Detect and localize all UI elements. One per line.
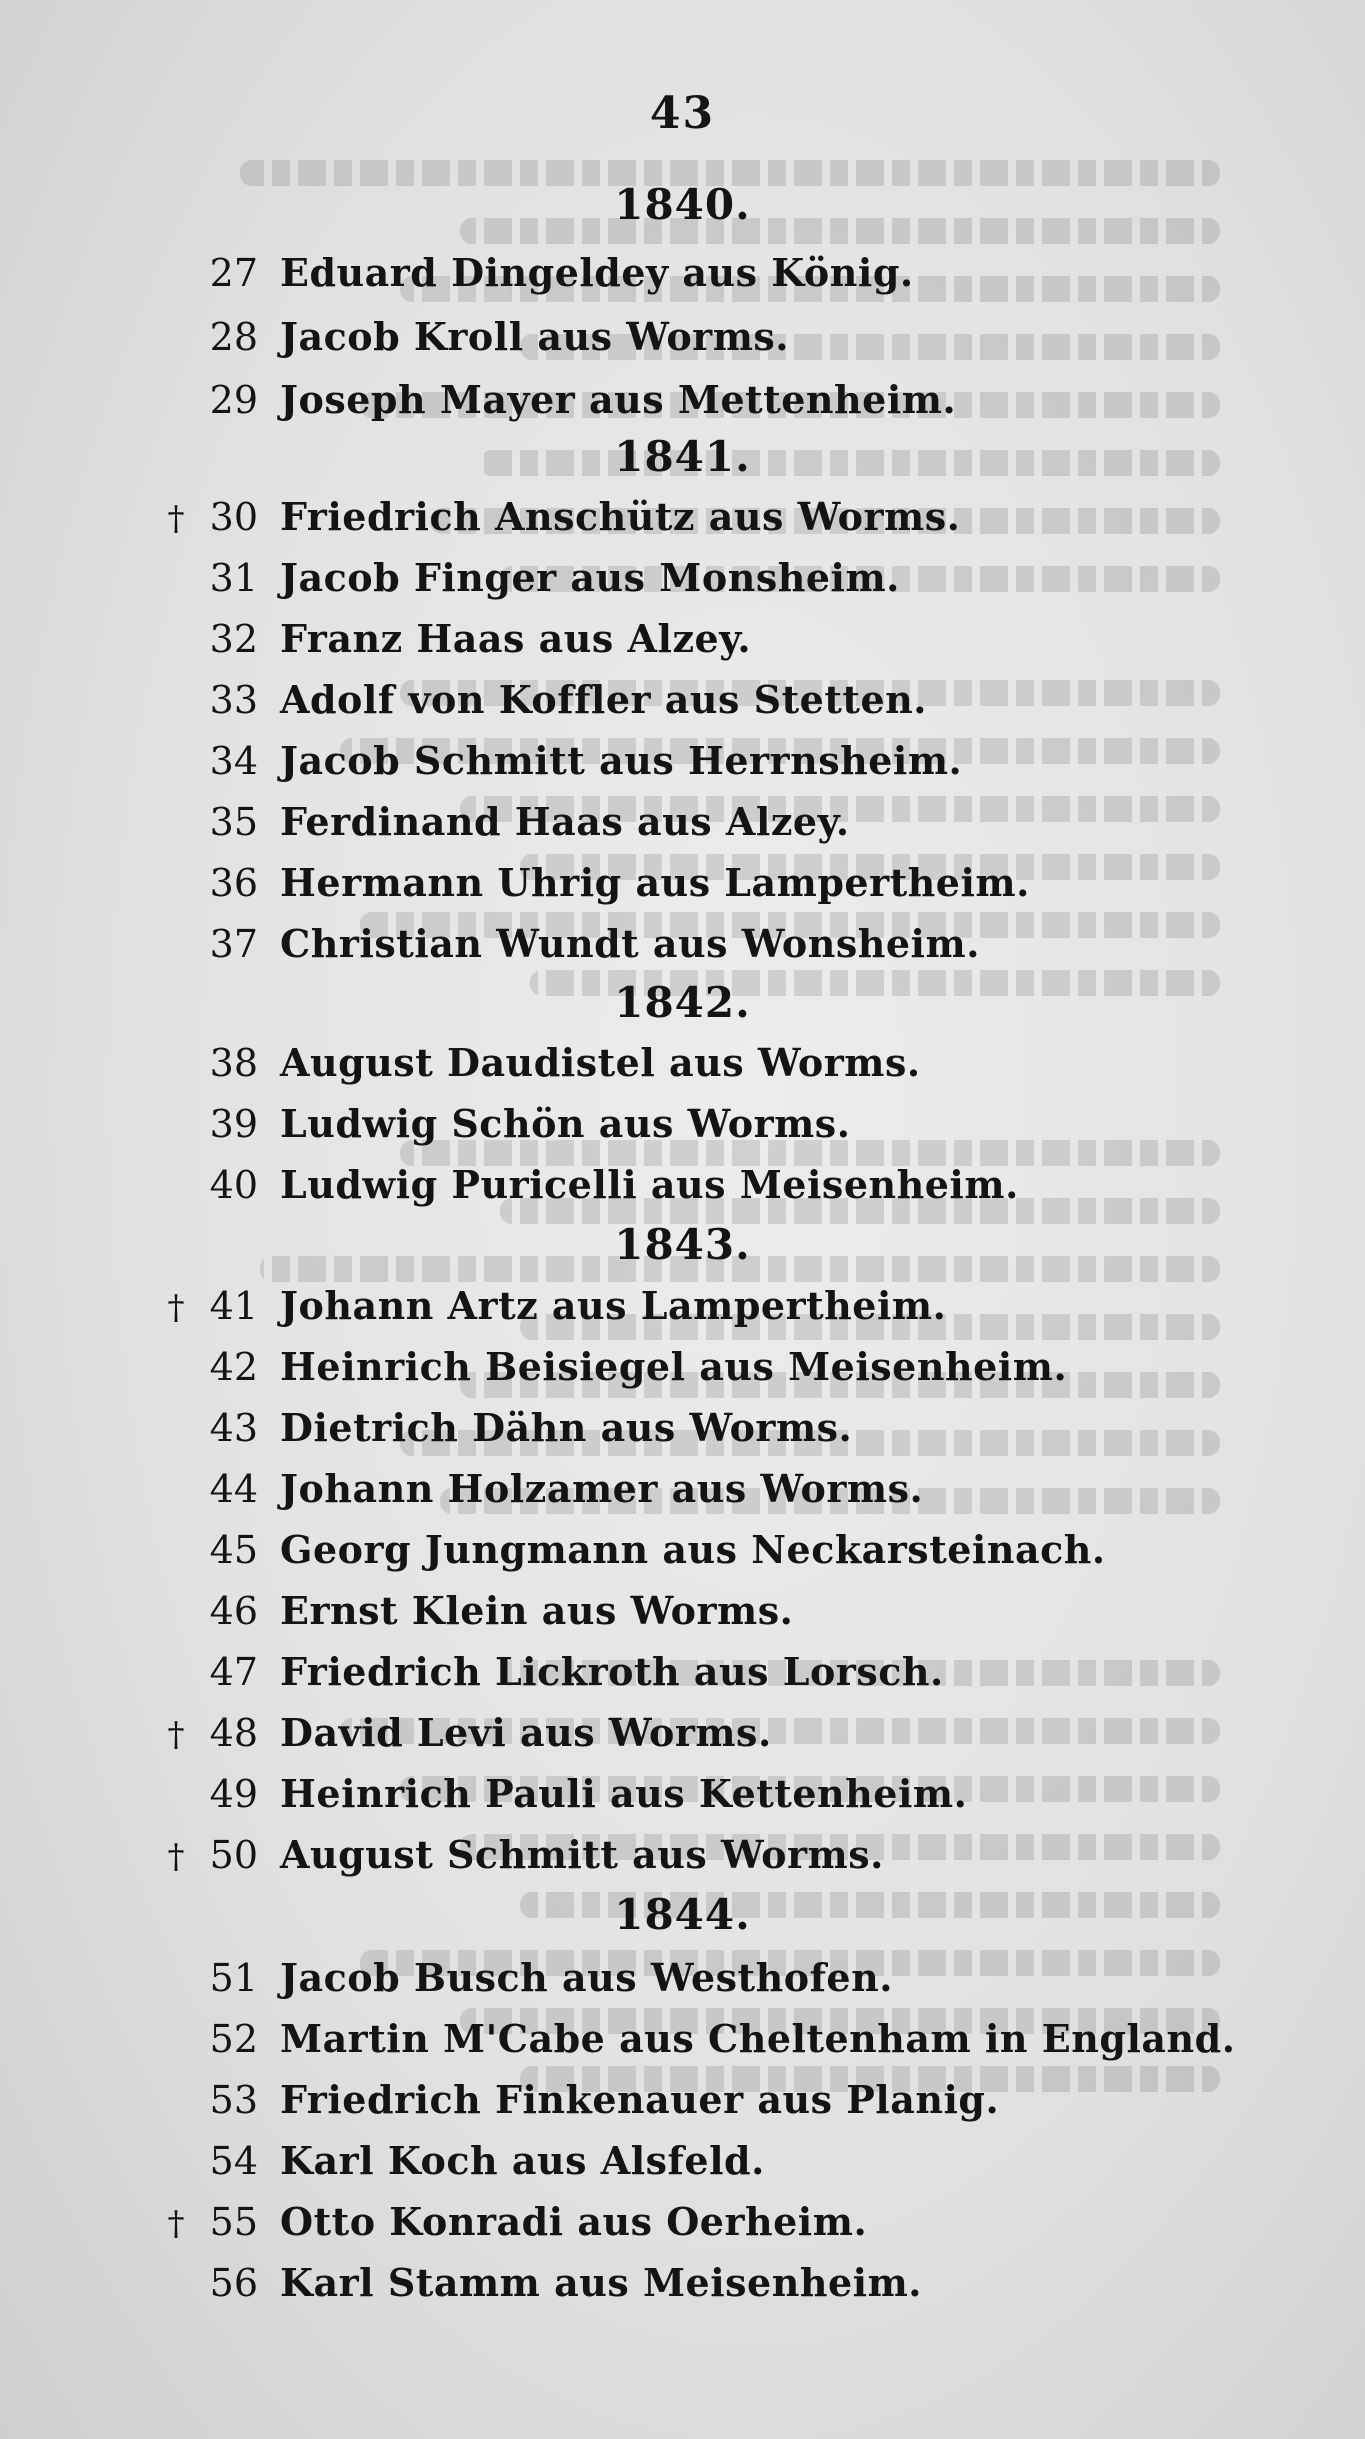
deceased-mark: † (167, 499, 185, 539)
register-entry (150, 1342, 1067, 1392)
entry-text: Hermann Uhrig aus Lampertheim. (280, 860, 1030, 905)
entry-text: Christian Wundt aus Wonsheim. (280, 921, 980, 966)
entry-number: 48 (209, 1711, 258, 1755)
entry-number: 51 (209, 1956, 258, 2000)
entry-number: 30 (209, 495, 258, 539)
entry-number: 50 (209, 1833, 258, 1877)
page-number: 43 (649, 88, 716, 139)
entry-text: Franz Haas aus Alzey. (280, 616, 752, 661)
register-entry (150, 375, 956, 425)
entry-text: Jacob Busch aus Westhofen. (280, 1955, 893, 2000)
register-entry (150, 2014, 1235, 2064)
register-entry (150, 614, 751, 664)
entry-number: 39 (209, 1102, 258, 1146)
entry-text: Georg Jungmann aus Neckarsteinach. (280, 1527, 1106, 1572)
entry-number: 34 (209, 739, 258, 783)
register-entry (150, 1464, 923, 1514)
entry-number: 55 (209, 2200, 258, 2244)
register-entry (150, 312, 789, 362)
deceased-mark: † (167, 1837, 185, 1877)
entry-text: Otto Konradi aus Oerheim. (280, 2199, 868, 2244)
entry-text: Jacob Kroll aus Worms. (280, 314, 790, 359)
entry-text: Ferdinand Haas aus Alzey. (280, 799, 850, 844)
entry-text: Joseph Mayer aus Mettenheim. (280, 377, 957, 422)
entry-text: Friedrich Finkenauer aus Planig. (280, 2077, 1000, 2122)
register-entry (150, 248, 914, 298)
entry-number: 52 (209, 2017, 258, 2061)
entry-number: 47 (209, 1650, 258, 1694)
entry-number: 53 (209, 2078, 258, 2122)
register-entry (150, 1953, 893, 2003)
entry-text: Martin M'Cabe aus Cheltenham in England. (280, 2016, 1236, 2061)
entry-text: August Daudistel aus Worms. (280, 1040, 921, 1085)
entry-number: 41 (209, 1284, 258, 1328)
entry-text: Heinrich Beisiegel aus Meisenheim. (280, 1344, 1068, 1389)
entry-text: Eduard Dingeldey aus König. (280, 250, 914, 295)
entry-number: 49 (209, 1772, 258, 1816)
register-entry (150, 1038, 921, 1088)
register-entry (150, 797, 850, 847)
register-entry (150, 1647, 944, 1697)
register-entry (150, 1586, 793, 1636)
entry-number: 43 (209, 1406, 258, 1450)
register-entry (150, 1403, 852, 1453)
register-entry (150, 2136, 765, 2186)
deceased-mark: † (167, 1715, 185, 1755)
register-entry (150, 1099, 850, 1149)
year-heading: 1843. (614, 1220, 751, 1269)
year-heading: 1842. (614, 978, 751, 1027)
entry-number: 33 (209, 678, 258, 722)
register-entry (150, 858, 1030, 908)
entry-number: 35 (209, 800, 258, 844)
year-heading: 1841. (614, 432, 751, 481)
register-entry (150, 1769, 967, 1819)
year-heading: 1840. (614, 180, 751, 229)
entry-number: 31 (209, 556, 258, 600)
entry-number: 38 (209, 1041, 258, 1085)
entry-text: Friedrich Lickroth aus Lorsch. (280, 1649, 944, 1694)
entry-number: 27 (209, 251, 258, 295)
register-entry (150, 1281, 946, 1331)
register-entry (150, 492, 960, 542)
entry-text: Jacob Schmitt aus Herrnsheim. (280, 738, 963, 783)
entry-text: Karl Stamm aus Meisenheim. (280, 2260, 923, 2305)
entry-number: 32 (209, 617, 258, 661)
entry-number: 45 (209, 1528, 258, 1572)
year-heading: 1844. (614, 1890, 751, 1939)
register-entry (150, 1708, 772, 1758)
register-entry (150, 1160, 1019, 1210)
register-entry (150, 2075, 999, 2125)
entry-number: 46 (209, 1589, 258, 1633)
register-entry (150, 553, 900, 603)
register-entry (150, 919, 980, 969)
register-entry (150, 675, 927, 725)
entry-text: David Levi aus Worms. (280, 1710, 772, 1755)
entry-number: 44 (209, 1467, 258, 1511)
entry-text: Ernst Klein aus Worms. (280, 1588, 794, 1633)
entry-text: Ludwig Puricelli aus Meisenheim. (280, 1162, 1019, 1207)
entry-text: Jacob Finger aus Monsheim. (280, 555, 900, 600)
entry-number: 29 (209, 378, 258, 422)
entry-text: Ludwig Schön aus Worms. (280, 1101, 851, 1146)
entry-text: Johann Artz aus Lampertheim. (280, 1283, 947, 1328)
register-entry (150, 2258, 922, 2308)
entry-number: 40 (209, 1163, 258, 1207)
entry-number: 37 (209, 922, 258, 966)
deceased-mark: † (167, 1288, 185, 1328)
entry-text: Adolf von Koffler aus Stetten. (280, 677, 927, 722)
entry-text: August Schmitt aus Worms. (280, 1832, 884, 1877)
entry-number: 42 (209, 1345, 258, 1389)
entry-number: 56 (209, 2261, 258, 2305)
register-entry (150, 1830, 884, 1880)
entry-text: Heinrich Pauli aus Kettenheim. (280, 1771, 968, 1816)
deceased-mark: † (167, 2204, 185, 2244)
register-entry (150, 1525, 1106, 1575)
entry-text: Karl Koch aus Alsfeld. (280, 2138, 765, 2183)
entry-number: 28 (209, 315, 258, 359)
entry-text: Friedrich Anschütz aus Worms. (280, 494, 961, 539)
entry-text: Dietrich Dähn aus Worms. (280, 1405, 853, 1450)
register-entry (150, 2197, 867, 2247)
entry-text: Johann Holzamer aus Worms. (280, 1466, 924, 1511)
entry-number: 36 (209, 861, 258, 905)
entry-number: 54 (209, 2139, 258, 2183)
register-entry (150, 736, 962, 786)
